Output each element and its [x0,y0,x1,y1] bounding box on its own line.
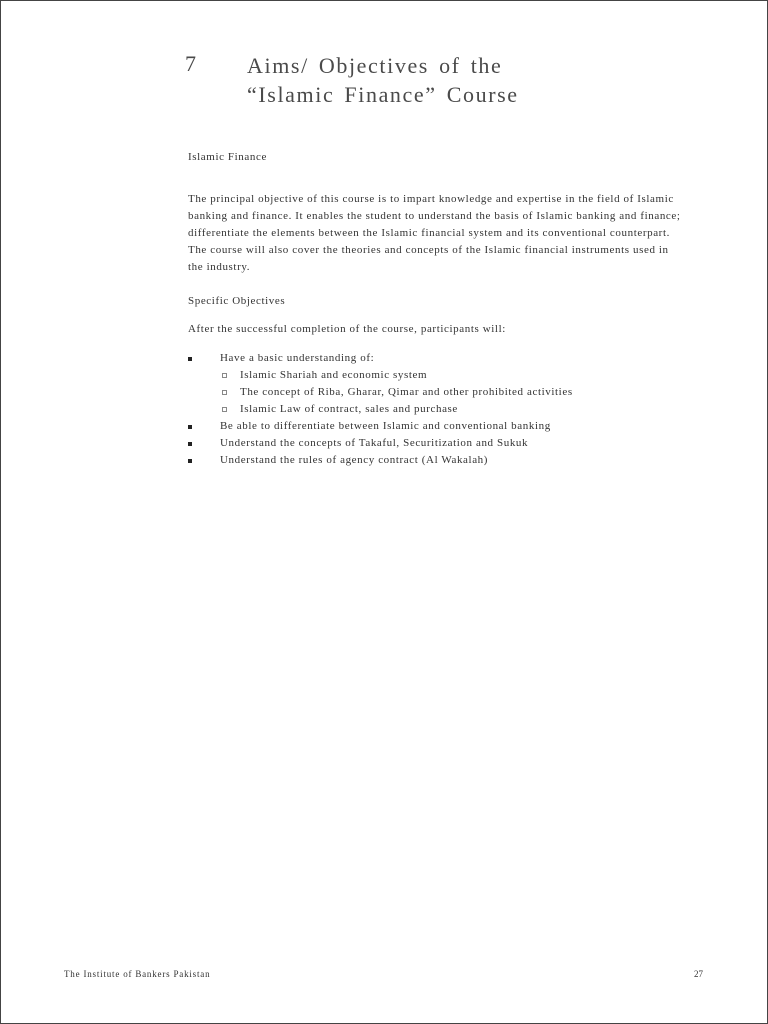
hollow-square-bullet-icon [222,390,227,395]
objective-paragraph [188,191,728,276]
footer-publisher: The Institute of Bankers Pakistan [64,969,211,979]
objective-item [188,452,728,469]
objectives-lead-in: After the successful completion of the course, participants will: [188,323,506,335]
hollow-square-bullet-icon [222,373,227,378]
sub-objective-item [188,401,728,418]
sub-objective-item [188,384,728,401]
objective-item [188,350,728,418]
paragraph-line: banking and finance. It enables the student to understand the basis of Islamic banking and finance; [188,210,681,222]
objective-text: Understand the rules of agency contract (Al Wakalah) [220,454,489,466]
sub-objectives-list [188,367,728,418]
paragraph-line: The course will also cover the theories and concepts of the Islamic financial instruments used in [188,244,669,256]
objective-text: Understand the concepts of Takaful, Securitization and Sukuk [220,437,529,449]
square-bullet-icon [188,357,192,361]
square-bullet-icon [188,442,192,446]
chapter-number: 7 [185,51,197,76]
objectives-list [188,350,728,469]
chapter-title-line: “Islamic Finance” Course [247,82,519,107]
chapter-title-line: Aims/ Objectives of the [247,53,503,78]
square-bullet-icon [188,459,192,463]
chapter-title [247,51,519,109]
sub-objective-text: Islamic Law of contract, sales and purchase [240,403,458,415]
objective-text: Have a basic understanding of: [220,352,375,364]
sub-objective-text: Islamic Shariah and economic system [240,369,428,381]
hollow-square-bullet-icon [222,407,227,412]
paragraph-line: The principal objective of this course is to impart knowledge and expertise in the field of Islamic [188,193,674,205]
sub-objective-text: The concept of Riba, Gharar, Qimar and other prohibited activities [240,386,573,398]
specific-objectives-heading: Specific Objectives [188,295,286,307]
paragraph-line: the industry. [188,261,251,273]
sub-objective-item [188,367,728,384]
objective-item [188,418,728,435]
section-heading: Islamic Finance [188,151,267,163]
objective-item [188,435,728,452]
footer-page-number: 27 [694,969,703,979]
objective-text: Be able to differentiate between Islamic and conventional banking [220,420,551,432]
paragraph-line: differentiate the elements between the Islamic financial system and its conventional counterpart. [188,227,670,239]
square-bullet-icon [188,425,192,429]
